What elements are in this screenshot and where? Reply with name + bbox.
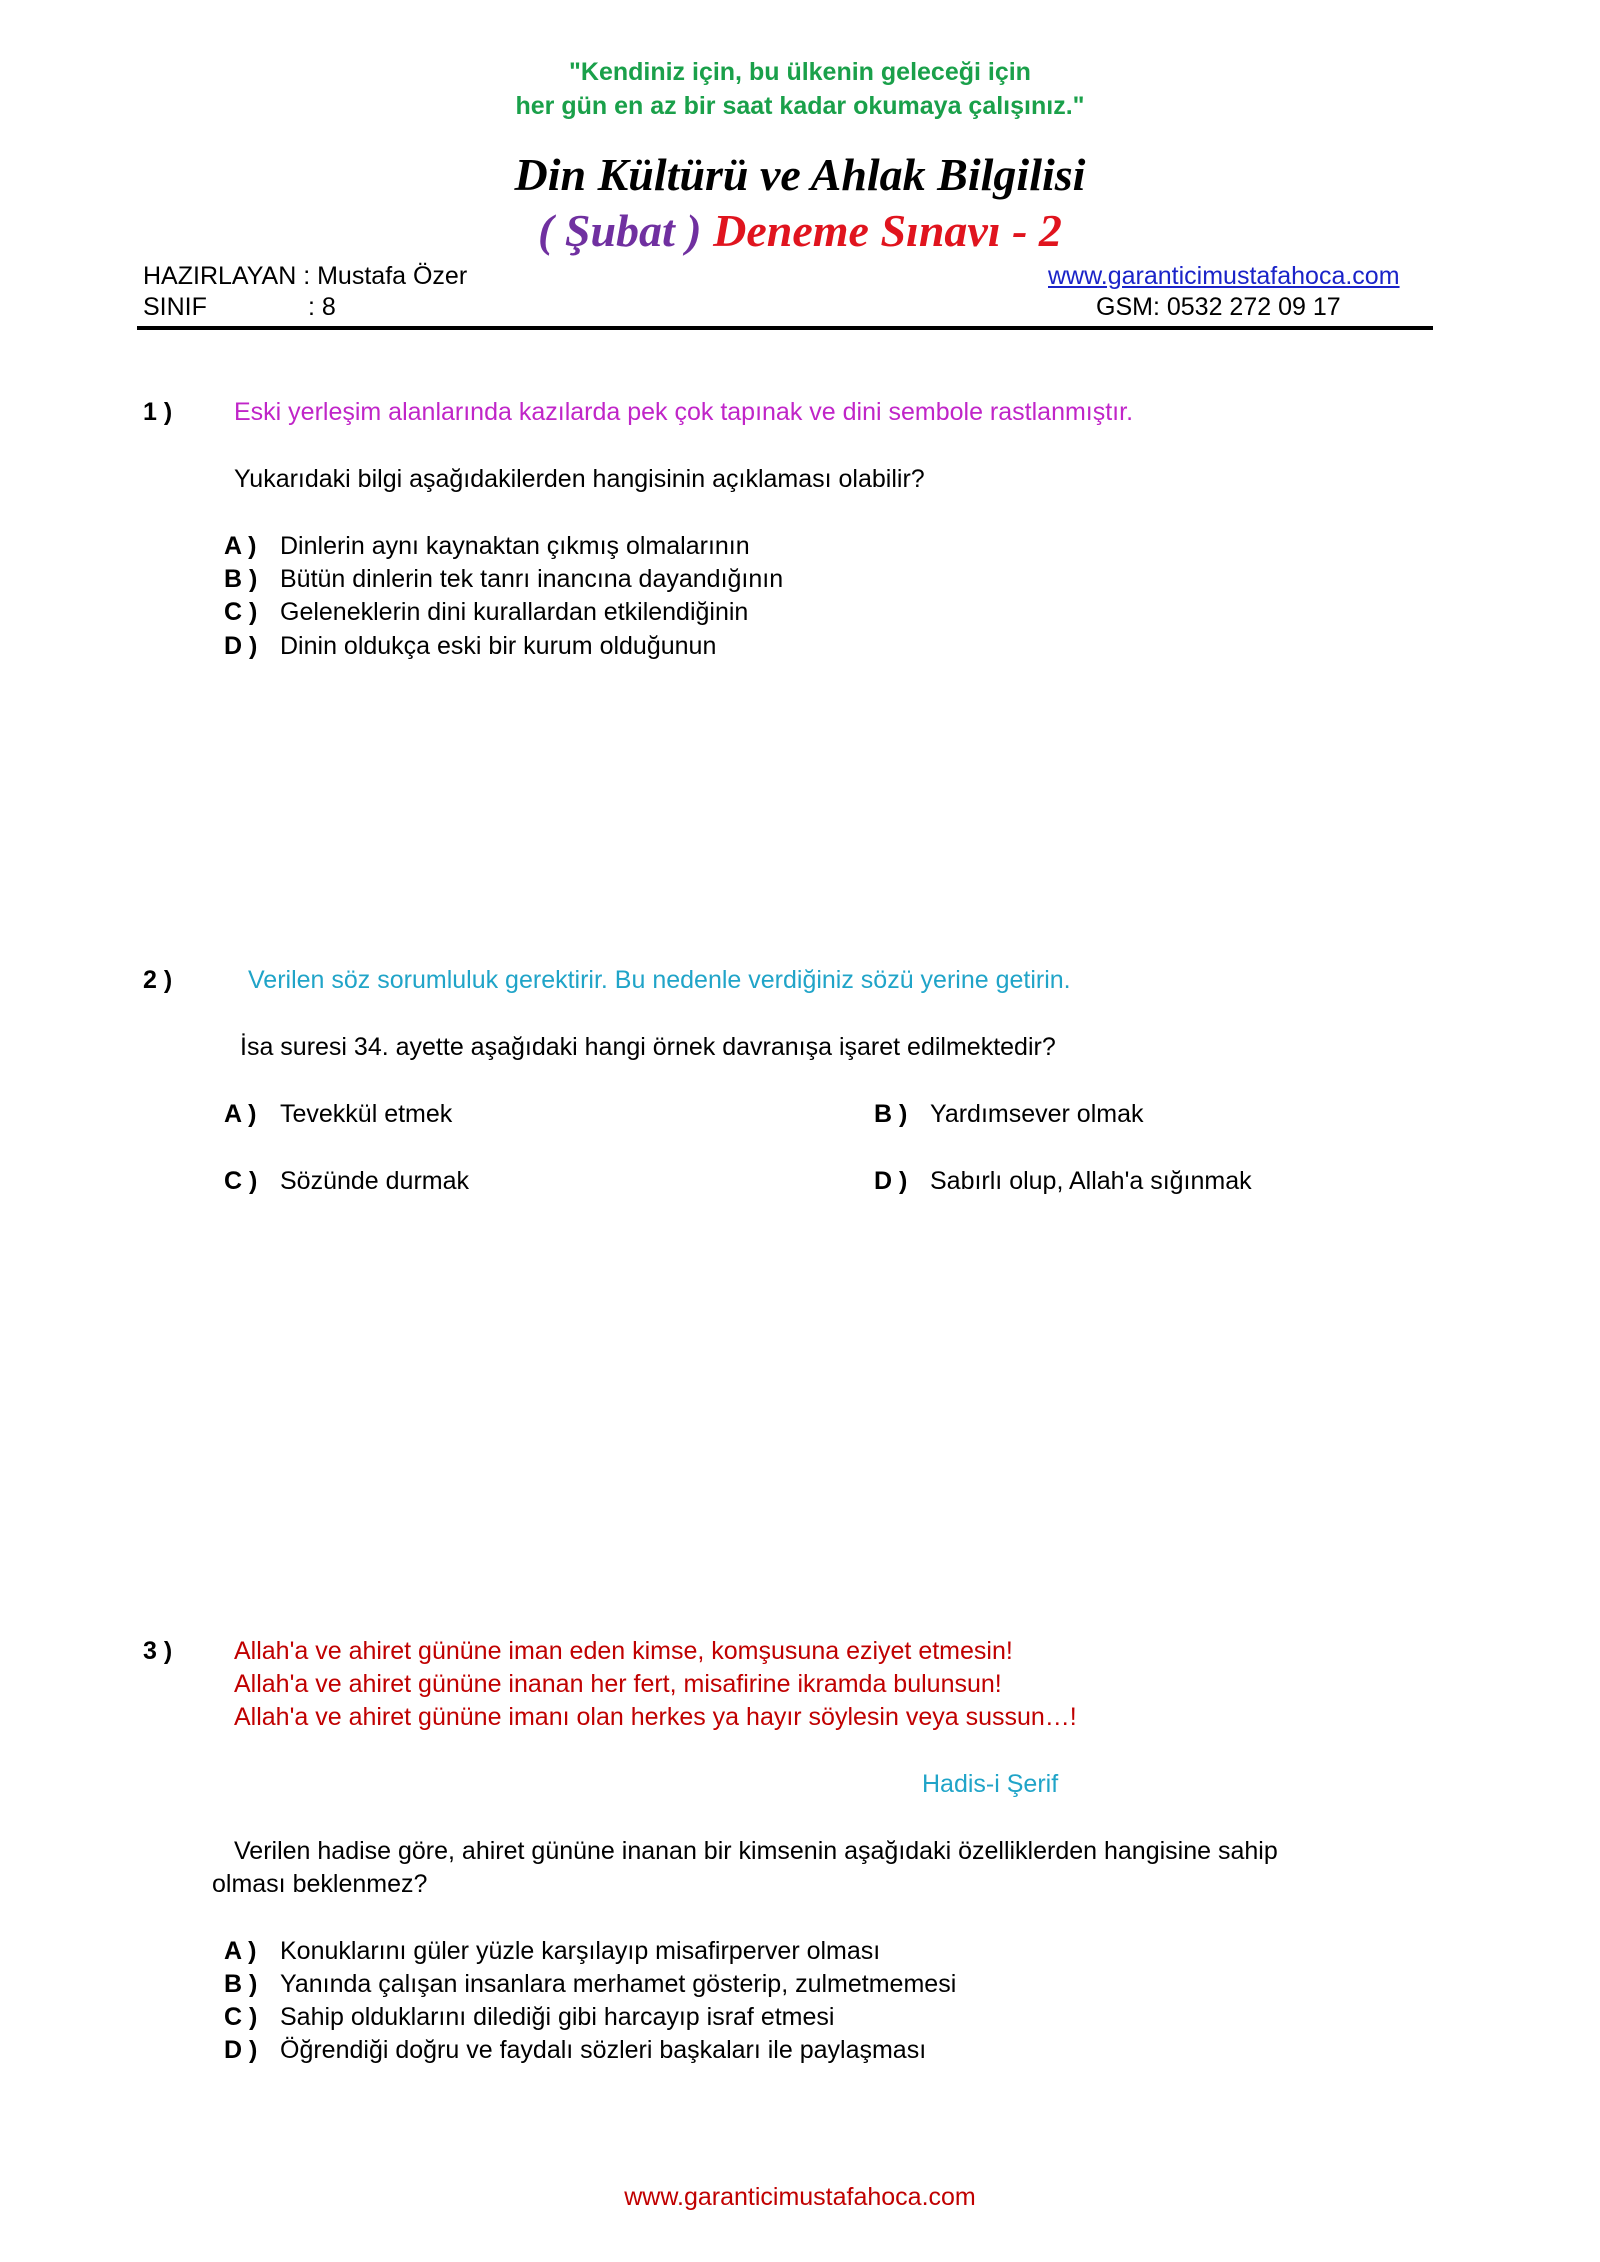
question-stem: Verilen söz sorumluluk gerektirir. Bu nedenle verdiğiniz sözü yerine getirin. — [248, 966, 1071, 994]
option-letter: C ) — [224, 2003, 258, 2031]
hadith-source: Hadis-i Şerif — [922, 1770, 1059, 1798]
hadith-line-1: Allah'a ve ahiret gününe iman eden kimse, komşusuna eziyet etmesin! — [234, 1637, 1013, 1665]
question-stem: Eski yerleşim alanlarında kazılarda pek çok tapınak ve dini sembole rastlanmıştır. — [234, 398, 1134, 426]
question-prompt: İsa suresi 34. ayette aşağıdaki hangi örnek davranışa işaret edilmektedir? — [240, 1033, 1056, 1061]
motto-line-1: "Kendiniz için, bu ülkenin geleceği için — [569, 58, 1031, 86]
option-letter: D ) — [224, 632, 258, 660]
option-letter: C ) — [224, 598, 258, 626]
option-text: Tevekkül etmek — [280, 1100, 453, 1128]
subtitle-month: ( Şubat ) — [538, 205, 702, 256]
prepared-by: HAZIRLAYAN : Mustafa Özer — [143, 262, 468, 290]
option-letter: A ) — [224, 532, 257, 560]
option-b[interactable] — [224, 1970, 956, 1999]
option-letter: D ) — [874, 1167, 908, 1195]
option-text: Yardımsever olmak — [930, 1100, 1144, 1128]
option-text: Bütün dinlerin tek tanrı inancına dayandığının — [280, 565, 784, 593]
gsm-value: 0532 272 09 17 — [1166, 293, 1341, 321]
option-c[interactable] — [224, 598, 748, 627]
subtitle-exam: Deneme Sınavı - 2 — [713, 205, 1062, 256]
option-d[interactable] — [224, 632, 716, 661]
option-text: Dinlerin aynı kaynaktan çıkmış olmalarının — [280, 532, 750, 560]
header-divider — [137, 326, 1433, 330]
question-number: 2 ) — [143, 966, 173, 994]
option-letter: B ) — [224, 565, 258, 593]
option-c[interactable] — [224, 2003, 834, 2032]
footer-website[interactable]: www.garanticimustafahoca.com — [624, 2183, 976, 2211]
option-b[interactable] — [874, 1100, 1144, 1129]
option-a[interactable] — [224, 1100, 452, 1129]
motto-line-2: her gün en az bir saat kadar okumaya çalışınız." — [515, 92, 1085, 120]
option-text: Konuklarını güler yüzle karşılayıp misafirperver olması — [280, 1937, 881, 1965]
question-prompt-cont: olması beklenmez? — [212, 1870, 428, 1898]
option-letter: B ) — [874, 1100, 908, 1128]
option-letter: D ) — [224, 2036, 258, 2064]
hadith-line-2: Allah'a ve ahiret gününe inanan her fert, misafirine ikramda bulunsun! — [234, 1670, 1002, 1698]
option-text: Sabırlı olup, Allah'a sığınmak — [930, 1167, 1252, 1195]
option-text: Dinin oldukça eski bir kurum olduğunun — [280, 632, 717, 660]
option-letter: A ) — [224, 1937, 257, 1965]
question-number: 1 ) — [143, 398, 173, 426]
option-c[interactable] — [224, 1167, 469, 1196]
option-b[interactable] — [224, 565, 783, 594]
gsm-number — [1096, 293, 1341, 322]
question-number: 3 ) — [143, 1637, 173, 1665]
option-text: Sözünde durmak — [280, 1167, 470, 1195]
option-text: Geleneklerin dini kurallardan etkilendiğinin — [280, 598, 749, 626]
page-title: Din Kültürü ve Ahlak Bilgilisi — [514, 149, 1086, 200]
option-a[interactable] — [224, 532, 750, 561]
option-text: Öğrendiği doğru ve faydalı sözleri başkaları ile paylaşması — [280, 2036, 927, 2064]
option-letter: A ) — [224, 1100, 257, 1128]
option-d[interactable] — [224, 2036, 926, 2065]
option-letter: B ) — [224, 1970, 258, 1998]
option-text: Sahip olduklarını dilediği gibi harcayıp israf etmesi — [280, 2003, 835, 2031]
class-value: : 8 — [308, 293, 336, 321]
option-text: Yanında çalışan insanlara merhamet gösterip, zulmetmemesi — [280, 1970, 957, 1998]
header-website-link[interactable]: www.garanticimustafahoca.com — [1048, 262, 1400, 290]
class-label: SINIF — [143, 293, 207, 321]
hadith-line-3: Allah'a ve ahiret gününe imanı olan herkes ya hayır söylesin veya sussun…! — [234, 1703, 1077, 1731]
option-a[interactable] — [224, 1937, 880, 1966]
question-prompt: Verilen hadise göre, ahiret gününe inanan bir kimsenin aşağıdaki özelliklerden hangisine sahip — [234, 1837, 1278, 1865]
option-letter: C ) — [224, 1167, 258, 1195]
option-d[interactable] — [874, 1167, 1252, 1196]
question-prompt: Yukarıdaki bilgi aşağıdakilerden hangisinin açıklaması olabilir? — [234, 465, 925, 493]
page-subtitle — [0, 204, 1600, 257]
gsm-label: GSM: — [1096, 293, 1160, 321]
